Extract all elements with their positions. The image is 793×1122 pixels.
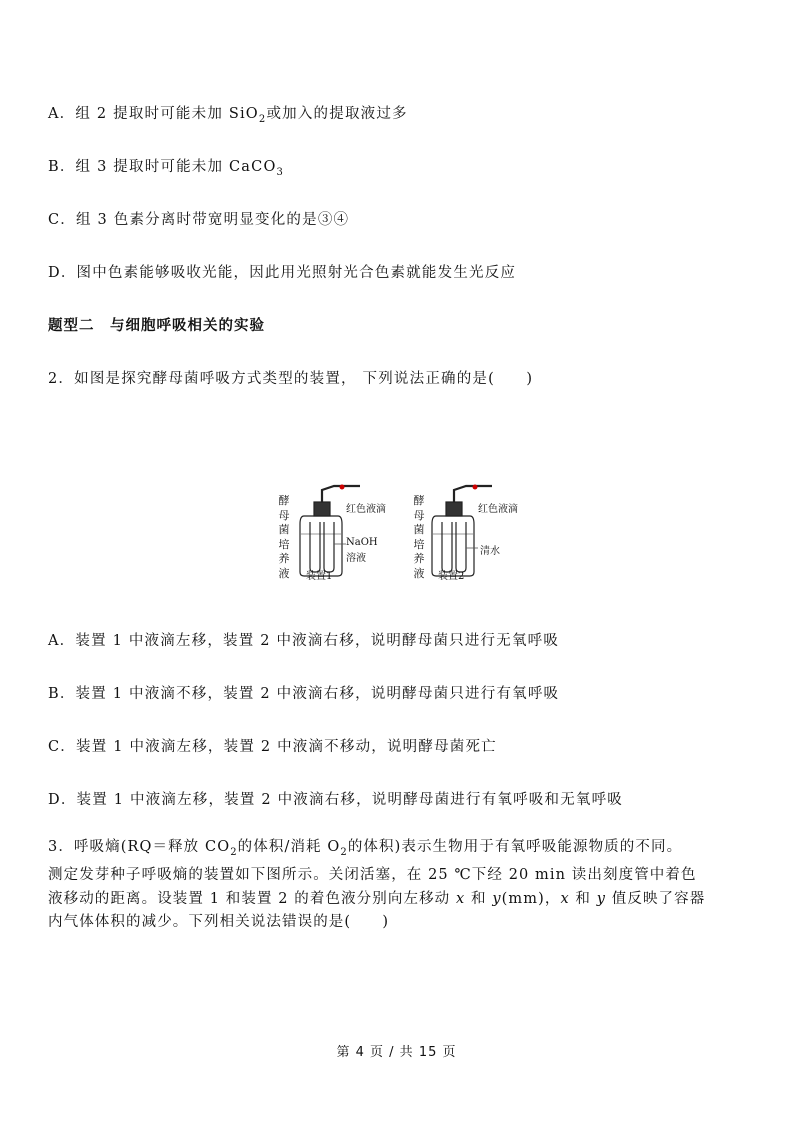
- q2-option-a: A．装置 1 中液滴左移，装置 2 中液滴右移，说明酵母菌只进行无氧呼吸: [48, 633, 560, 649]
- device1-solution-label-1: NaOH: [346, 537, 378, 548]
- text: 值反映了容器: [606, 890, 706, 907]
- yeast-respiration-figure: [270, 474, 530, 589]
- device1-side-label: 酵母菌培养液: [278, 494, 290, 580]
- q1-option-a-text-end: 或加入的提取液过多: [266, 106, 408, 122]
- q3-line-2: 测定发芽种子呼吸熵的装置如下图所示。关闭活塞，在 25 ℃下经 20 min 读出刻度管中着色: [48, 867, 697, 884]
- device2-solution-label: 清水: [480, 546, 500, 557]
- q1-option-a-text: A．组 2 提取时可能未加 SiO: [48, 106, 259, 122]
- subscript: 3: [276, 166, 285, 178]
- q1-option-d: D．图中色素能够吸收光能，因此用光照射光合色素就能发生光反应: [48, 265, 517, 281]
- text: 的体积/消耗 O: [237, 839, 341, 855]
- q3-line-4: 内气体体积的减少。下列相关说法错误的是( ): [48, 914, 390, 931]
- q1-option-c: C．组 3 色素分离时带宽明显变化的是③④: [48, 212, 350, 228]
- q1-option-b: [48, 155, 284, 178]
- q1-option-b-text: B．组 3 提取时可能未加 CaCO: [48, 159, 277, 175]
- subscript: 2: [340, 846, 348, 858]
- device2-side-label: 酵母菌培养液: [413, 494, 425, 580]
- subscript: 2: [258, 113, 267, 125]
- q2-option-d: D．装置 1 中液滴左移，装置 2 中液滴右移，说明酵母菌进行有氧呼吸和无氧呼吸: [48, 792, 624, 808]
- device1-drop-label: 红色液滴: [346, 504, 386, 515]
- section-heading: 题型二 与细胞呼吸相关的实验: [48, 318, 265, 334]
- var-y: y: [492, 890, 502, 907]
- text: 和: [465, 890, 493, 907]
- q2-option-b: B．装置 1 中液滴不移，装置 2 中液滴右移，说明酵母菌只进行有氧呼吸: [48, 686, 560, 702]
- q1-option-a: [48, 102, 408, 125]
- var-x: x: [560, 890, 570, 907]
- text: 液移动的距离。设装置 1 和装置 2 的着色液分别向左移动: [48, 890, 456, 907]
- q3-stem: [48, 836, 748, 935]
- q3-line-3: [48, 888, 748, 912]
- var-x: x: [456, 890, 466, 907]
- device1-solution-label-2: 溶液: [346, 553, 366, 564]
- text: (mm)，: [501, 890, 561, 907]
- page-footer: 第 4 页 / 共 15 页: [336, 1045, 457, 1060]
- text: 的体积)表示生物用于有氧呼吸能源物质的不同。: [347, 839, 683, 855]
- q2-stem: 2．如图是探究酵母菌呼吸方式类型的装置， 下列说法正确的是( ): [48, 371, 534, 387]
- device1-caption: 装置1: [306, 571, 333, 582]
- text: 和: [569, 890, 597, 907]
- var-y: y: [596, 890, 607, 907]
- device2-caption: 装置2: [438, 571, 465, 582]
- text: 3．呼吸熵(RQ＝释放 CO: [48, 839, 231, 855]
- q3-line-1: [48, 836, 748, 864]
- device2-bottle: [432, 485, 492, 577]
- subscript: 2: [230, 846, 238, 858]
- device2-drop-label: 红色液滴: [478, 504, 518, 515]
- q2-option-c: C．装置 1 中液滴左移，装置 2 中液滴不移动，说明酵母菌死亡: [48, 739, 497, 755]
